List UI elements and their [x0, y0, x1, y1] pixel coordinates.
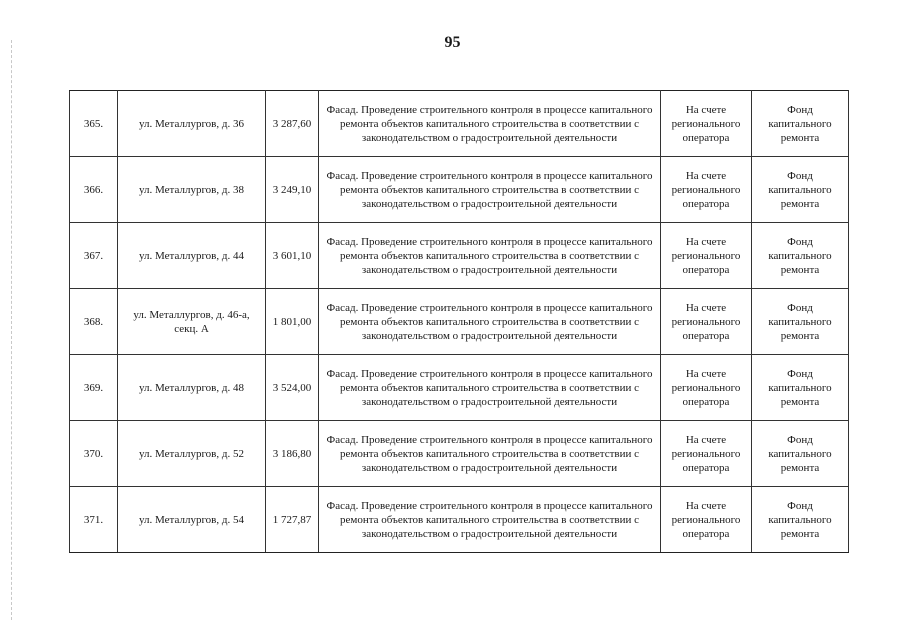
row-account: На счете регионального оператора: [661, 157, 752, 223]
row-cost: 3 524,00: [266, 355, 319, 421]
row-address: ул. Металлургов, д. 46-а, секц. А: [118, 289, 266, 355]
row-account: На счете регионального оператора: [661, 91, 752, 157]
table-row: [70, 487, 849, 553]
row-address: ул. Металлургов, д. 52: [118, 421, 266, 487]
row-work-description: Фасад. Проведение строительного контроля в процессе капитального ремонта объектов капитального строительства в соответствии с законодательством о градостроительной деятельности: [319, 421, 661, 487]
row-number: 368.: [70, 289, 118, 355]
row-number: 366.: [70, 157, 118, 223]
row-address: ул. Металлургов, д. 44: [118, 223, 266, 289]
row-cost: 3 249,10: [266, 157, 319, 223]
row-work-description: Фасад. Проведение строительного контроля в процессе капитального ремонта объектов капитального строительства в соответствии с законодательством о градостроительной деятельности: [319, 487, 661, 553]
row-account: На счете регионального оператора: [661, 289, 752, 355]
margin-binding-mark: [11, 40, 12, 620]
repair-works-table: [69, 90, 849, 553]
row-number: 369.: [70, 355, 118, 421]
row-number: 370.: [70, 421, 118, 487]
row-cost: 3 601,10: [266, 223, 319, 289]
row-account: На счете регионального оператора: [661, 487, 752, 553]
row-work-description: Фасад. Проведение строительного контроля в процессе капитального ремонта объектов капитального строительства в соответствии с законодательством о градостроительной деятельности: [319, 355, 661, 421]
table-body: [70, 91, 849, 553]
table-row: [70, 421, 849, 487]
page-number: 95: [444, 34, 461, 51]
row-funding-source: Фонд капитального ремонта: [752, 289, 849, 355]
row-address: ул. Металлургов, д. 48: [118, 355, 266, 421]
row-number: 367.: [70, 223, 118, 289]
row-cost: 1 801,00: [266, 289, 319, 355]
row-cost: 3 186,80: [266, 421, 319, 487]
table-row: [70, 223, 849, 289]
table-row: [70, 355, 849, 421]
row-address: ул. Металлургов, д. 38: [118, 157, 266, 223]
row-funding-source: Фонд капитального ремонта: [752, 421, 849, 487]
row-number: 371.: [70, 487, 118, 553]
row-work-description: Фасад. Проведение строительного контроля в процессе капитального ремонта объектов капитального строительства в соответствии с законодательством о градостроительной деятельности: [319, 157, 661, 223]
table-row: [70, 289, 849, 355]
row-address: ул. Металлургов, д. 54: [118, 487, 266, 553]
row-account: На счете регионального оператора: [661, 223, 752, 289]
row-funding-source: Фонд капитального ремонта: [752, 157, 849, 223]
row-funding-source: Фонд капитального ремонта: [752, 487, 849, 553]
row-funding-source: Фонд капитального ремонта: [752, 91, 849, 157]
row-number: 365.: [70, 91, 118, 157]
row-work-description: Фасад. Проведение строительного контроля в процессе капитального ремонта объектов капитального строительства в соответствии с законодательством о градостроительной деятельности: [319, 91, 661, 157]
table-row: [70, 91, 849, 157]
row-cost: 3 287,60: [266, 91, 319, 157]
row-funding-source: Фонд капитального ремонта: [752, 355, 849, 421]
row-work-description: Фасад. Проведение строительного контроля в процессе капитального ремонта объектов капитального строительства в соответствии с законодательством о градостроительной деятельности: [319, 223, 661, 289]
row-cost: 1 727,87: [266, 487, 319, 553]
row-account: На счете регионального оператора: [661, 355, 752, 421]
row-work-description: Фасад. Проведение строительного контроля в процессе капитального ремонта объектов капитального строительства в соответствии с законодательством о градостроительной деятельности: [319, 289, 661, 355]
row-account: На счете регионального оператора: [661, 421, 752, 487]
row-address: ул. Металлургов, д. 36: [118, 91, 266, 157]
row-funding-source: Фонд капитального ремонта: [752, 223, 849, 289]
table-row: [70, 157, 849, 223]
